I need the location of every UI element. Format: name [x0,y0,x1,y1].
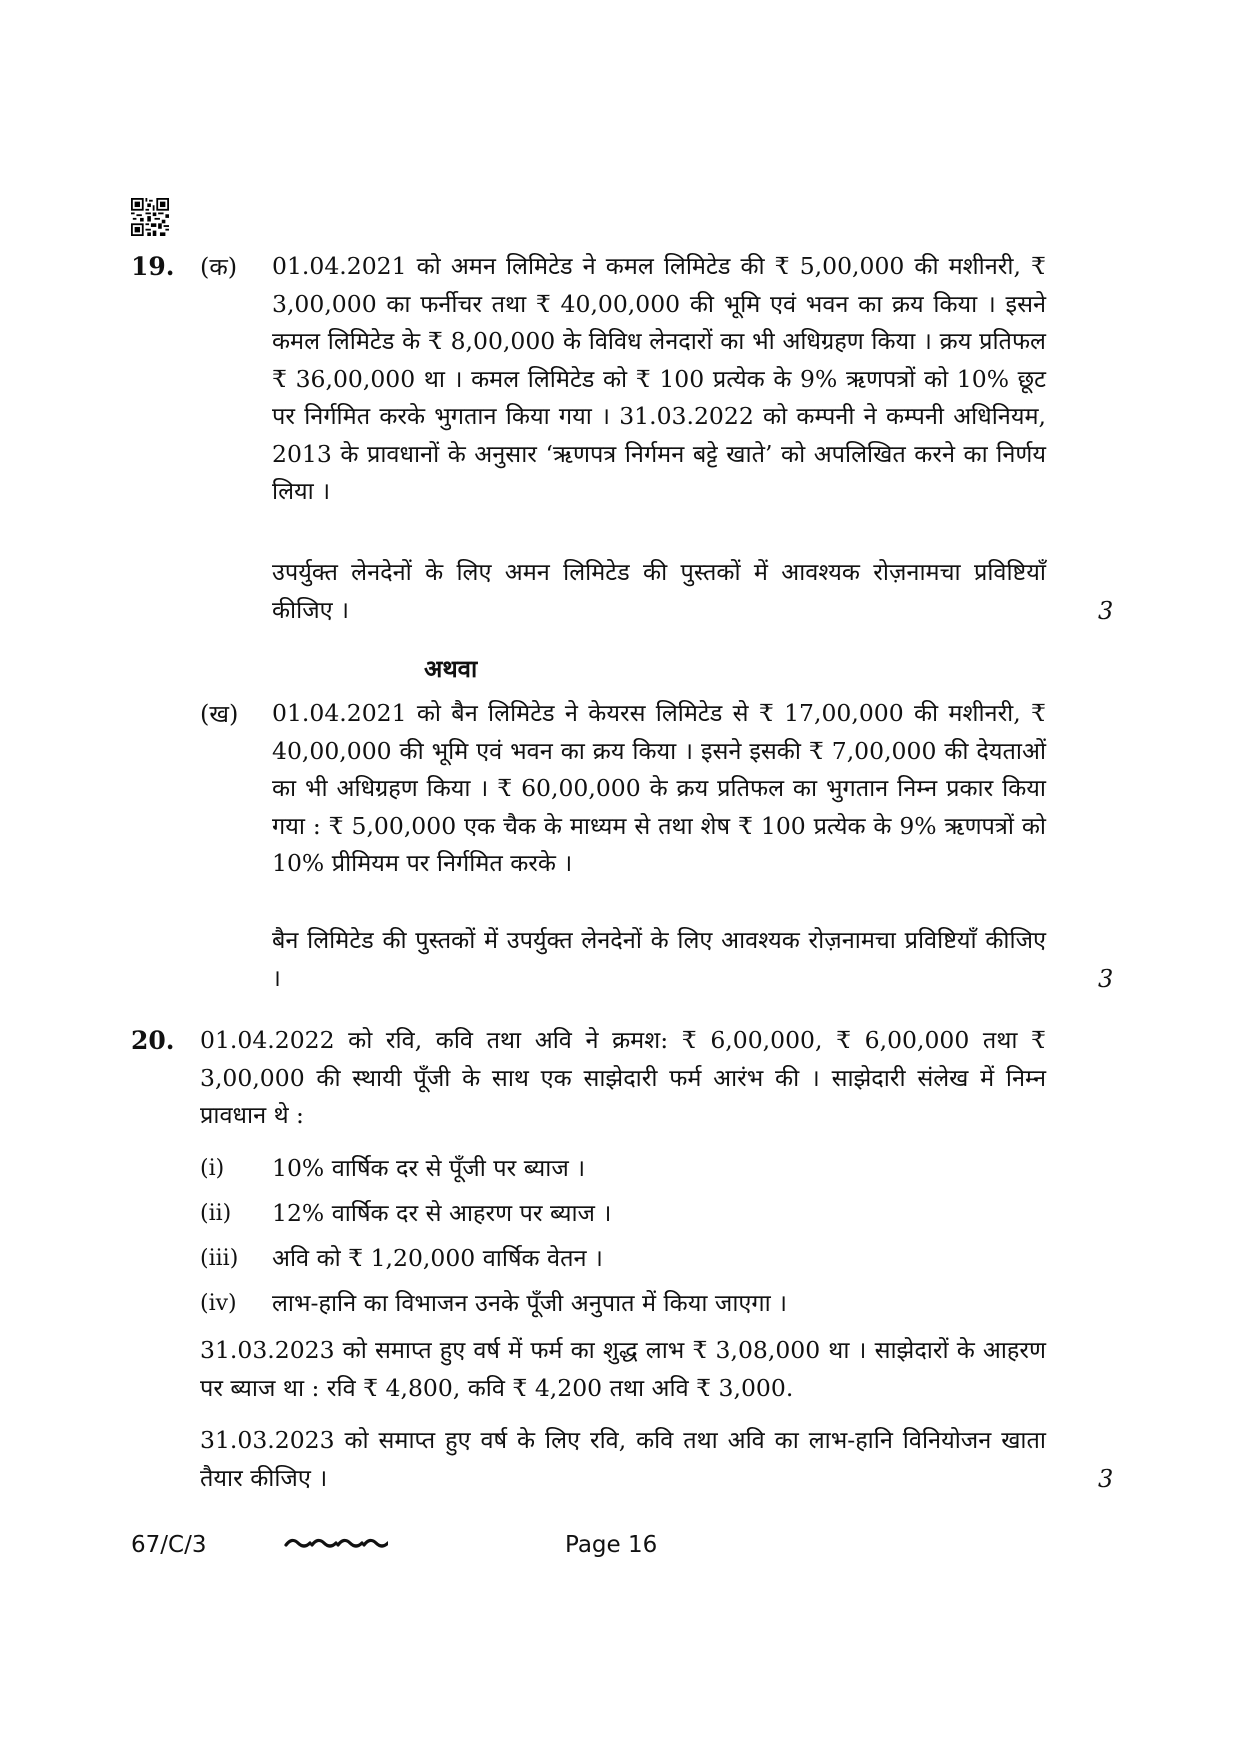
question-19a-instruction: उपर्युक्त लेनदेनों के लिए अमन लिमिटेड की पुस्तकों में आवश्यक रोज़नामचा प्रविष्टियाँ कीजिए । [272,558,1046,624]
question-19b-instruction: बैन लिमिटेड की पुस्तकों में उपर्युक्त लेनदेनों के लिए आवश्यक रोज़नामचा प्रविष्टियाँ कीजिए । [272,926,1046,992]
question-20-info: 31.03.2023 को समाप्त हुए वर्ष में फर्म का शुद्ध लाभ ₹ 3,08,000 था । साझेदारों के आहरण पर ब्याज था : रवि ₹ 4,800, कवि ₹ 4,200 तथा अवि ₹ 3,000. [200,1336,1046,1402]
question-number-19: 19. [131,252,175,281]
list-item-text: लाभ-हानि का विभाजन उनके पूँजी अनुपात में किया जाएगा । [272,1289,788,1317]
tilde-ornament [284,1533,388,1553]
paper-code: 67/C/3 [131,1532,207,1558]
list-item-label: (iii) [200,1246,239,1271]
marks-20: 3 [1098,1465,1114,1493]
sub-label-kha: (ख) [200,700,239,728]
question-19a-text: 01.04.2021 को अमन लिमिटेड ने कमल लिमिटेड की ₹ 5,00,000 की मशीनरी, ₹ 3,00,000 का फर्नीचर तथा ₹ 40,00,000 की भूमि एवं भवन का क्रय किया । इसने कमल लिमिटेड के ₹ 8,00,000 के विविध लेनदारों का भी अधिग्रहण किया । क्रय प्रतिफल ₹ 36,00,000 था । कमल लिमिटेड को ₹ 100 प्रत्येक के 9% ऋणपत्रों को 10% छूट पर निर्गमित करके भुगतान किया गया । 31.03.2022 को कम्पनी ने कम्पनी अधिनियम, 2013 के प्रावधानों के अनुसार ‘ऋणपत्र निर्गमन बट्टे खाते’ को अपलिखित करने का निर्णय लिया । [272,252,1046,505]
marks-19a: 3 [1098,597,1114,625]
list-item-text: 12% वार्षिक दर से आहरण पर ब्याज । [272,1199,612,1227]
page-number: Page 16 [565,1532,658,1558]
list-item-label: (i) [200,1156,225,1181]
list-item-text: 10% वार्षिक दर से पूँजी पर ब्याज । [272,1154,586,1182]
list-item-label: (ii) [200,1201,232,1226]
or-separator: अथवा [424,654,478,683]
marks-19b: 3 [1098,965,1114,993]
qr-code-icon [131,198,169,236]
question-20-intro: 01.04.2022 को रवि, कवि तथा अवि ने क्रमश: ₹ 6,00,000, ₹ 6,00,000 तथा ₹ 3,00,000 की स्थायी पूँजी के साथ एक साझेदारी फर्म आरंभ की । साझेदारी संलेख में निम्न प्रावधान थे : [200,1026,1046,1129]
list-item-label: (iv) [200,1291,237,1316]
list-item-text: अवि को ₹ 1,20,000 वार्षिक वेतन । [272,1244,603,1272]
sub-label-ka: (क) [200,253,238,281]
question-20-instruction: 31.03.2023 को समाप्त हुए वर्ष के लिए रवि, कवि तथा अवि का लाभ-हानि विनियोजन खाता तैयार कीजिए । [200,1426,1046,1492]
question-number-20: 20. [131,1026,175,1055]
question-19b-text: 01.04.2021 को बैन लिमिटेड ने केयरस लिमिटेड से ₹ 17,00,000 की मशीनरी, ₹ 40,00,000 की भूमि एवं भवन का क्रय किया । इसने इसकी ₹ 7,00,000 की देयताओं का भी अधिग्रहण किया । ₹ 60,00,000 के क्रय प्रतिफल का भुगतान निम्न प्रकार किया गया : ₹ 5,00,000 एक चैक के माध्यम से तथा शेष ₹ 100 प्रत्येक के 9% ऋणपत्रों को 10% प्रीमियम पर निर्गमित करके । [272,699,1046,877]
